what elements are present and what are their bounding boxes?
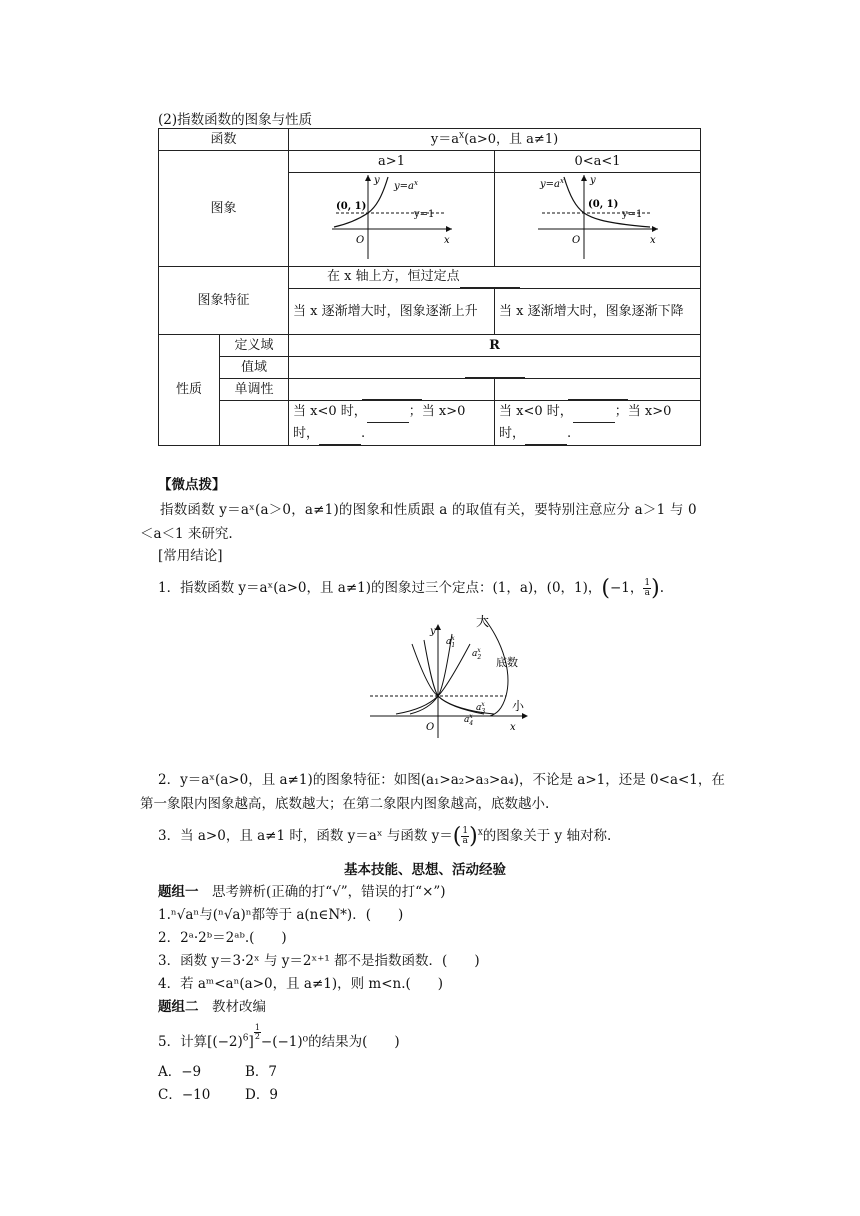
tip-text-2: ＜a＜1 来研究. <box>140 526 233 542</box>
answer-blank <box>319 423 361 445</box>
label-base: 底数 <box>496 656 518 669</box>
y-axis-label: y <box>589 175 596 186</box>
common-title: [常用结论] <box>158 548 223 564</box>
line-label: y=1 <box>621 209 642 220</box>
group-1: 题组一 思考辨析(正确的打“√”，错误的打“×”) <box>158 884 446 900</box>
header-function: 函数 <box>159 129 289 151</box>
graph-increasing <box>289 173 495 267</box>
option-a[interactable]: A．−9 <box>158 1064 202 1080</box>
range-label: 值域 <box>220 357 289 379</box>
value-condition-2: 当 x<0 时， ；当 x>0 时， . <box>495 401 701 446</box>
fixed-point-label: (0, 1) <box>587 199 618 210</box>
curve-a3-label: $a_3x$ <box>476 701 486 715</box>
row-feature-label: 图象特征 <box>159 267 289 335</box>
group-2: 题组二 教材改编 <box>158 999 266 1015</box>
conclusion-1: 1．指数函数 y＝aˣ(a>0，且 a≠1)的图象过三个定点：(1，a)，(0，1)，(−1， $\frac{1}{a}$ ). <box>158 576 665 601</box>
option-d[interactable]: D．9 <box>245 1087 278 1103</box>
question-5: 5．计算$[(-2)^6]$ $\frac{1}{2}$ −(−1)⁰的结果为( ) <box>158 1023 400 1050</box>
curve-a4-label: $a_4x$ <box>464 713 474 727</box>
curve-label: $y=a^x$ <box>539 177 564 190</box>
curve-label: $y=a^x$ <box>393 179 418 192</box>
question-4: 4．若 aᵐ<aⁿ(a>0，且 a≠1)，则 m<n.( ) <box>158 976 444 992</box>
origin-label: O <box>355 235 364 246</box>
answer-blank <box>573 401 615 423</box>
mono-label: 单调性 <box>220 379 289 401</box>
question-2: 2．2ᵃ·2ᵇ＝2ᵃᵇ.( ) <box>158 930 287 946</box>
option-c[interactable]: C．−10 <box>158 1087 211 1103</box>
mono-increasing <box>289 379 495 401</box>
graph-decreasing-svg <box>538 173 658 259</box>
case-a-lt-1: 0<a<1 <box>495 151 701 173</box>
x-axis-label: x <box>649 235 656 246</box>
range-value <box>289 357 701 379</box>
answer-blank <box>465 357 525 378</box>
origin-label: O <box>571 235 580 246</box>
label-large: 大 <box>476 615 490 630</box>
fixed-point-label: (0, 1) <box>335 201 366 212</box>
domain-label: 定义域 <box>220 335 289 357</box>
answer-blank <box>568 379 628 400</box>
feature-common: 在 x 轴上方，恒过定点 <box>289 267 701 289</box>
question-1: 1.ⁿ√aⁿ与(ⁿ√a)ⁿ都等于 a(n∈N*)．( ) <box>158 907 404 923</box>
conclusion-2-line-1: 2．y＝aˣ(a>0，且 a≠1)的图象特征：如图(a₁>a₂>a₃>a₄)，不论是 a>1，还是 0<a<1，在 <box>158 772 725 788</box>
tip-text-1: 指数函数 y＝aˣ(a＞0，a≠1)的图象和性质跟 a 的取值有关，要特别注意应分 a＞1 与 0 <box>160 502 697 518</box>
feature-increasing: 当 x 逐渐增大时，图象逐渐上升 <box>289 289 495 335</box>
line-label: y=1 <box>413 209 434 220</box>
function-expression: $y=a^x(a>0$，且 a≠1) <box>289 129 701 151</box>
empty-cell <box>220 401 289 446</box>
feature-decreasing: 当 x 逐渐增大时，图象逐渐下降 <box>495 289 701 335</box>
skills-title: 基本技能、思想、活动经验 <box>344 862 506 878</box>
question-3: 3．函数 y＝3·2ˣ 与 y＝2ˣ⁺¹ 都不是指数函数．( ) <box>158 953 480 969</box>
row-graph-label: 图象 <box>159 151 289 267</box>
conclusion-3: 3．当 a>0，且 a≠1 时，函数 y＝aˣ 与函数 y＝( $\frac{1}{a}$ )$^x$的图象关于 y 轴对称. <box>158 824 612 849</box>
x-axis-label: x <box>510 722 516 733</box>
answer-blank <box>362 379 422 400</box>
base-comparison-figure <box>366 614 532 738</box>
mono-decreasing <box>495 379 701 401</box>
option-b[interactable]: B．7 <box>245 1064 278 1080</box>
case-a-gt-1: a>1 <box>289 151 495 173</box>
exp-function-table <box>158 128 701 446</box>
origin-label: O <box>426 722 435 733</box>
x-axis-label: x <box>443 235 450 246</box>
row-property-label: 性质 <box>159 335 220 446</box>
section-title: (2)指数函数的图象与性质 <box>158 112 313 128</box>
tip-title: 【微点拨】 <box>158 477 226 493</box>
y-axis-label: y <box>430 626 436 637</box>
graph-decreasing <box>495 173 701 267</box>
answer-blank <box>525 423 567 445</box>
answer-blank <box>460 267 520 288</box>
curve-a1-label: $a_1x$ <box>446 635 456 649</box>
curve-a2-label: $a_2x$ <box>472 647 482 661</box>
conclusion-2-line-2: 第一象限内图象越高，底数越大；在第二象限内图象越高，底数越小. <box>140 796 550 812</box>
graph-increasing-svg <box>332 173 452 259</box>
answer-blank <box>367 401 409 423</box>
value-condition-1: 当 x<0 时， ；当 x>0 时， . <box>289 401 495 446</box>
y-axis-label: y <box>373 175 380 186</box>
domain-value: R <box>289 335 701 357</box>
label-small: 小 <box>512 699 525 713</box>
